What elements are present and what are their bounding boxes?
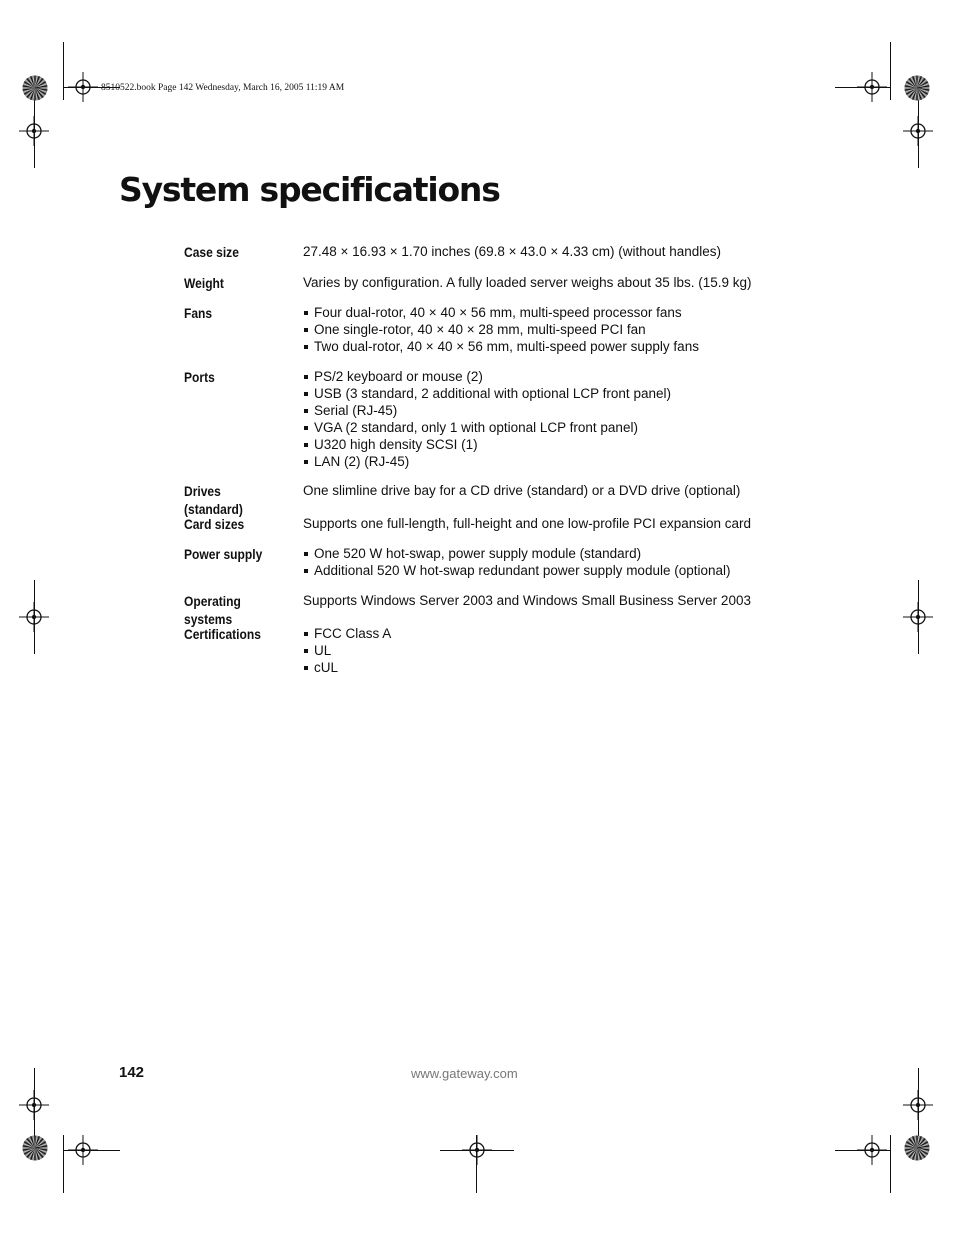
- list-item: Serial (RJ-45): [303, 402, 764, 419]
- list-item: FCC Class A: [303, 625, 764, 642]
- spec-value: [303, 304, 764, 355]
- registration-target-icon: [857, 1135, 887, 1165]
- print-header: 8510522.book Page 142 Wednesday, March 16, 2005 11:19 AM: [101, 83, 345, 93]
- crop-mark: [890, 42, 891, 100]
- spec-value: 27.48 × 16.93 × 1.70 inches (69.8 × 43.0 × 4.33 cm) (without handles): [303, 244, 722, 259]
- starburst-registration-icon: [904, 1135, 930, 1161]
- list-item: Four dual-rotor, 40 × 40 × 56 mm, multi-speed processor fans: [303, 304, 764, 321]
- spec-value: Supports one full-length, full-height and one low-profile PCI expansion card: [303, 516, 752, 531]
- page-number: 142: [119, 1064, 145, 1081]
- spec-row-certifications: [184, 625, 764, 676]
- spec-row-operating-systems: [184, 592, 764, 627]
- crop-mark: [63, 42, 64, 100]
- list-item: PS/2 keyboard or mouse (2): [303, 368, 764, 385]
- page-title: System specifications: [119, 170, 500, 209]
- spec-row-drives: [184, 482, 764, 517]
- list-item: One single-rotor, 40 × 40 × 28 mm, multi-speed PCI fan: [303, 321, 764, 338]
- spec-row-fans: [184, 304, 764, 355]
- starburst-registration-icon: [22, 75, 48, 101]
- spec-label-line: Drives: [184, 483, 221, 499]
- crop-mark: [890, 1135, 891, 1193]
- spec-value: Supports Windows Server 2003 and Windows Small Business Server 2003: [303, 593, 751, 608]
- spec-label-line: systems: [184, 611, 233, 627]
- spec-label: Case size: [184, 244, 239, 260]
- spec-value: One slimline drive bay for a CD drive (standard) or a DVD drive (optional): [303, 483, 741, 498]
- list-item: UL: [303, 642, 764, 659]
- registration-target-icon: [462, 1135, 492, 1165]
- list-item: cUL: [303, 659, 764, 676]
- spec-label: Power supply: [184, 546, 263, 562]
- spec-row-card-sizes: [184, 515, 764, 532]
- spec-value: [303, 545, 764, 579]
- spec-row-case-size: [184, 243, 764, 260]
- list-item: LAN (2) (RJ-45): [303, 453, 764, 470]
- registration-target-icon: [903, 1090, 933, 1120]
- registration-target-icon: [903, 116, 933, 146]
- list-item: Two dual-rotor, 40 × 40 × 56 mm, multi-speed power supply fans: [303, 338, 764, 355]
- spec-table: [184, 243, 764, 676]
- registration-target-icon: [19, 1090, 49, 1120]
- spec-value: [303, 625, 764, 676]
- registration-target-icon: [68, 1135, 98, 1165]
- spec-row-power-supply: [184, 545, 764, 579]
- registration-target-icon: [68, 72, 98, 102]
- list-item: One 520 W hot-swap, power supply module (standard): [303, 545, 764, 562]
- crop-mark: [63, 1135, 64, 1193]
- spec-label: Card sizes: [184, 516, 245, 532]
- registration-target-icon: [19, 116, 49, 146]
- spec-row-weight: [184, 274, 764, 291]
- spec-label: Ports: [184, 369, 215, 385]
- list-item: VGA (2 standard, only 1 with optional LCP front panel): [303, 419, 764, 436]
- footer-url: www.gateway.com: [411, 1066, 518, 1081]
- spec-label: [184, 592, 277, 628]
- spec-row-ports: [184, 368, 764, 470]
- registration-target-icon: [19, 602, 49, 632]
- spec-value: [303, 368, 764, 470]
- spec-label-line: (standard): [184, 501, 243, 517]
- registration-target-icon: [857, 72, 887, 102]
- spec-label: Fans: [184, 305, 213, 321]
- starburst-registration-icon: [22, 1135, 48, 1161]
- registration-target-icon: [903, 602, 933, 632]
- list-item: Additional 520 W hot-swap redundant power supply module (optional): [303, 562, 764, 579]
- list-item: USB (3 standard, 2 additional with optional LCP front panel): [303, 385, 764, 402]
- list-item: U320 high density SCSI (1): [303, 436, 764, 453]
- starburst-registration-icon: [904, 75, 930, 101]
- spec-label: Weight: [184, 275, 224, 291]
- spec-label-line: Operating: [184, 593, 241, 609]
- spec-label: [184, 482, 277, 518]
- spec-label: Certifications: [184, 626, 261, 642]
- spec-value: Varies by configuration. A fully loaded server weighs about 35 lbs. (15.9 kg): [303, 275, 752, 290]
